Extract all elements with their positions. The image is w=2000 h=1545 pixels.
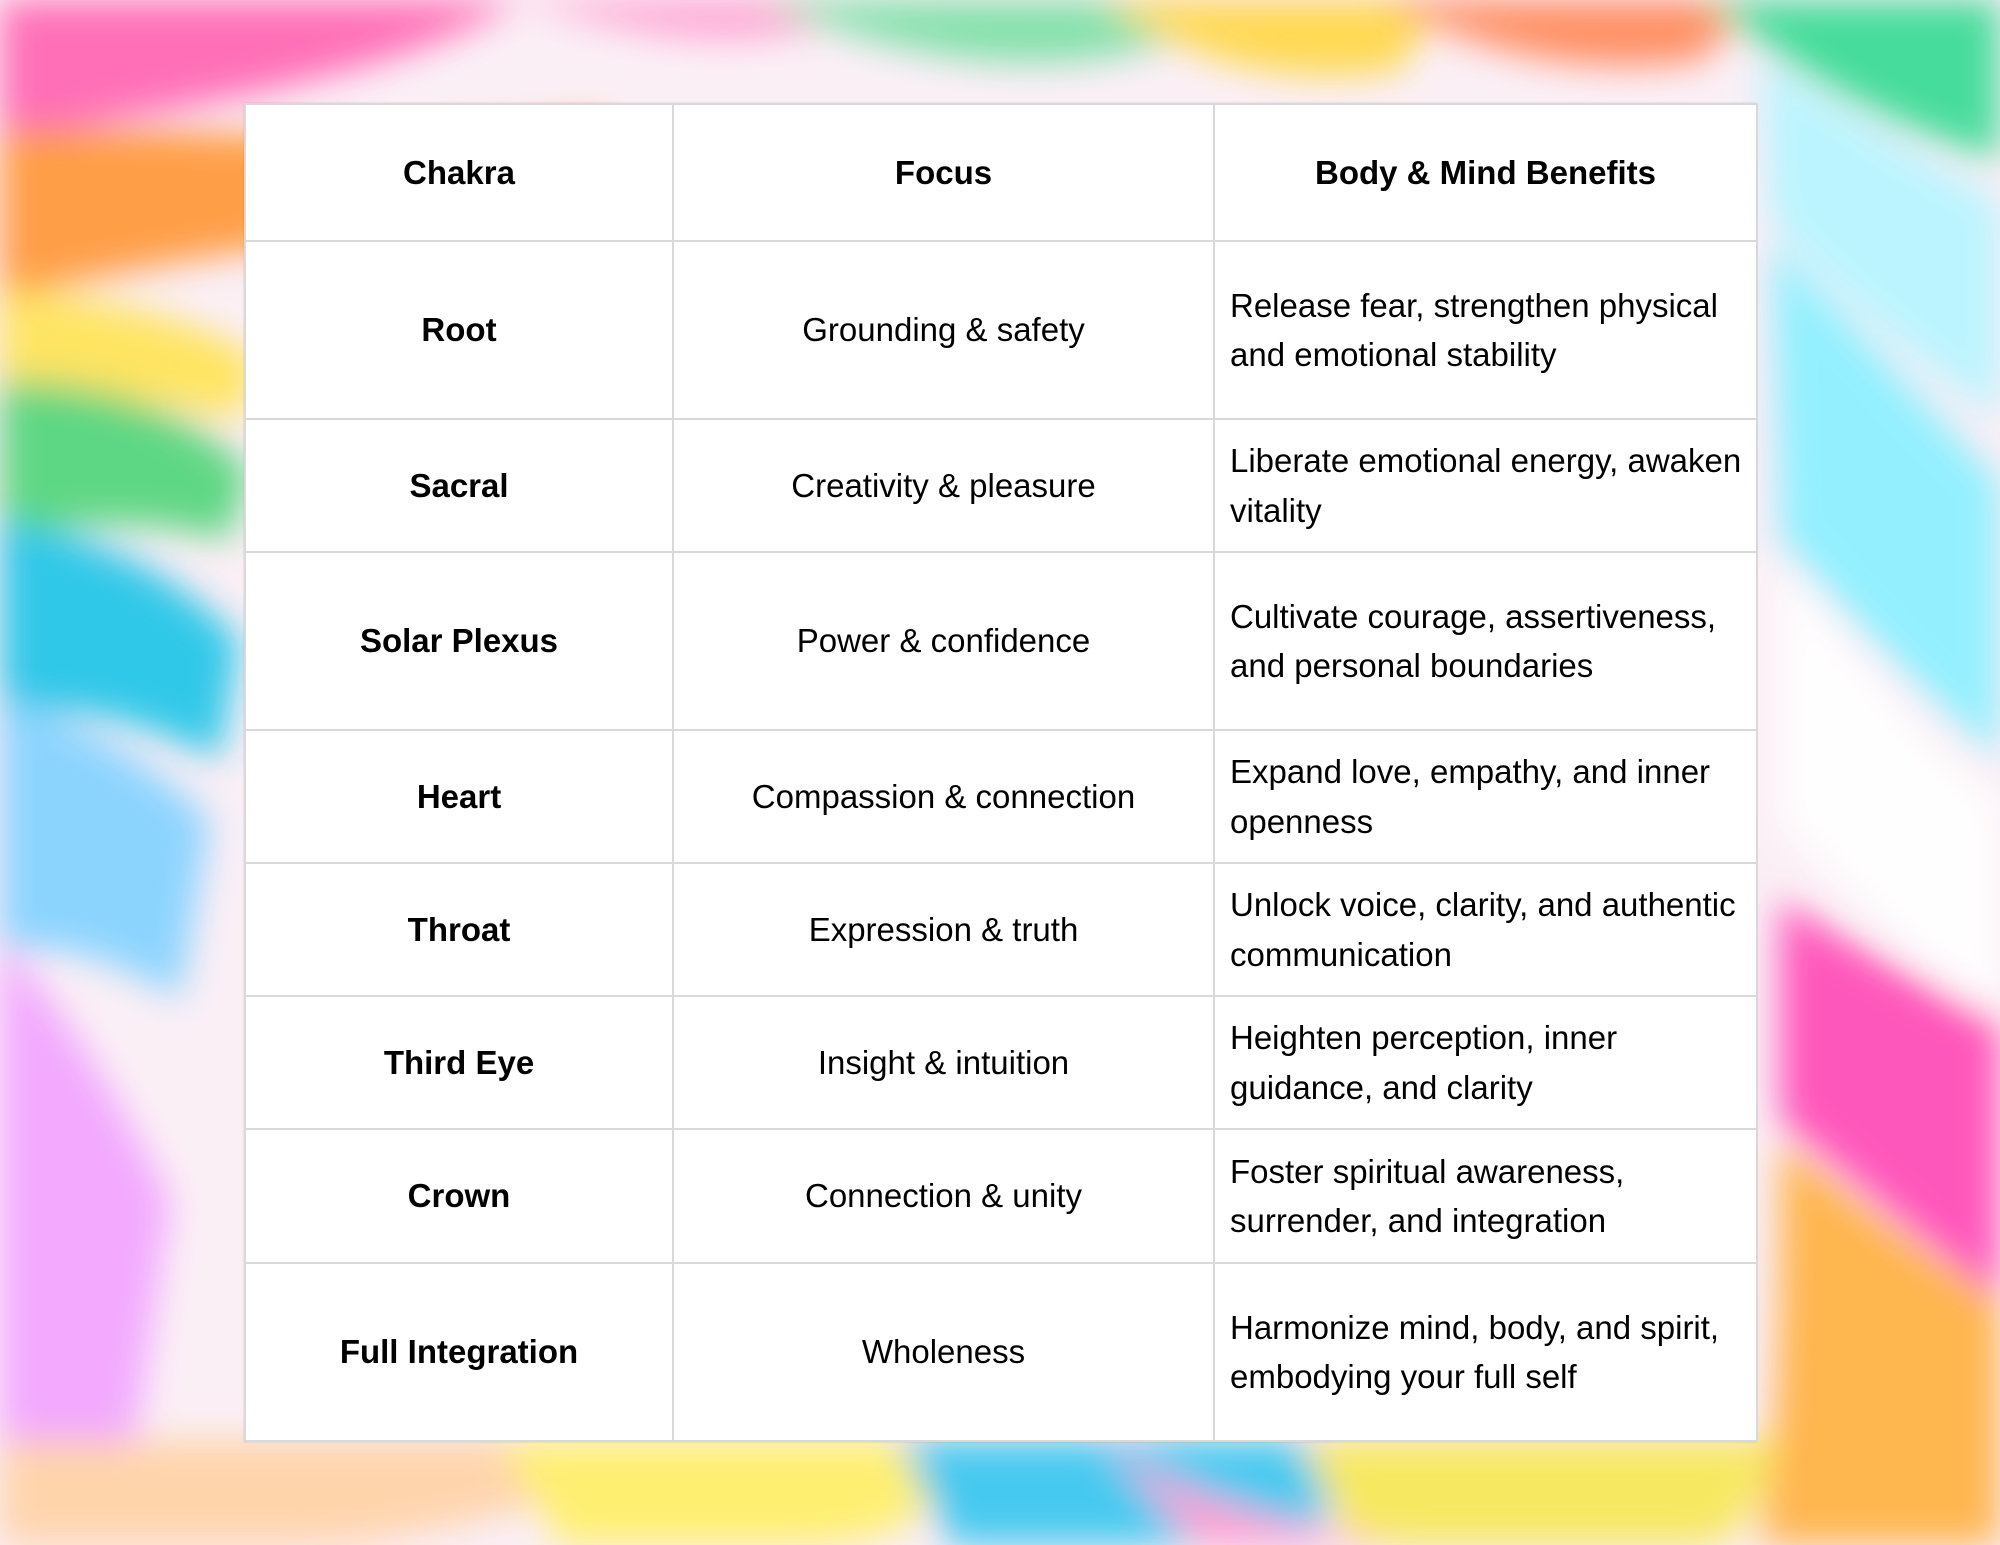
chakra-cell: Third Eye	[245, 996, 673, 1129]
benefits-cell: Liberate emotional energy, awaken vitality	[1214, 419, 1757, 552]
benefits-cell: Cultivate courage, assertiveness, and personal boundaries	[1214, 552, 1757, 730]
header-body-mind-benefits: Body & Mind Benefits	[1214, 104, 1757, 241]
table-row	[245, 241, 1757, 419]
chakra-cell: Sacral	[245, 419, 673, 552]
table-row	[245, 552, 1757, 730]
benefits-cell: Heighten perception, inner guidance, and clarity	[1214, 996, 1757, 1129]
chakra-cell: Full Integration	[245, 1263, 673, 1441]
table-row	[245, 730, 1757, 863]
benefits-cell: Harmonize mind, body, and spirit, embodying your full self	[1214, 1263, 1757, 1441]
focus-cell: Insight & intuition	[673, 996, 1214, 1129]
benefits-cell: Foster spiritual awareness, surrender, and integration	[1214, 1129, 1757, 1263]
header-chakra: Chakra	[245, 104, 673, 241]
focus-cell: Compassion & connection	[673, 730, 1214, 863]
focus-cell: Creativity & pleasure	[673, 419, 1214, 552]
table-header-row	[245, 104, 1757, 241]
focus-cell: Power & confidence	[673, 552, 1214, 730]
table-row	[245, 863, 1757, 996]
table-row	[245, 1129, 1757, 1263]
table-row	[245, 419, 1757, 552]
focus-cell: Connection & unity	[673, 1129, 1214, 1263]
focus-cell: Wholeness	[673, 1263, 1214, 1441]
chakra-cell: Solar Plexus	[245, 552, 673, 730]
table-row	[245, 996, 1757, 1129]
benefits-cell: Expand love, empathy, and inner openness	[1214, 730, 1757, 863]
chakra-cell: Root	[245, 241, 673, 419]
chakra-cell: Crown	[245, 1129, 673, 1263]
header-focus: Focus	[673, 104, 1214, 241]
focus-cell: Expression & truth	[673, 863, 1214, 996]
benefits-cell: Unlock voice, clarity, and authentic communication	[1214, 863, 1757, 996]
chakra-cell: Heart	[245, 730, 673, 863]
chakra-table	[244, 103, 1758, 1442]
chakra-table-card	[244, 103, 1756, 1442]
focus-cell: Grounding & safety	[673, 241, 1214, 419]
chakra-cell: Throat	[245, 863, 673, 996]
table-row	[245, 1263, 1757, 1441]
benefits-cell: Release fear, strengthen physical and emotional stability	[1214, 241, 1757, 419]
